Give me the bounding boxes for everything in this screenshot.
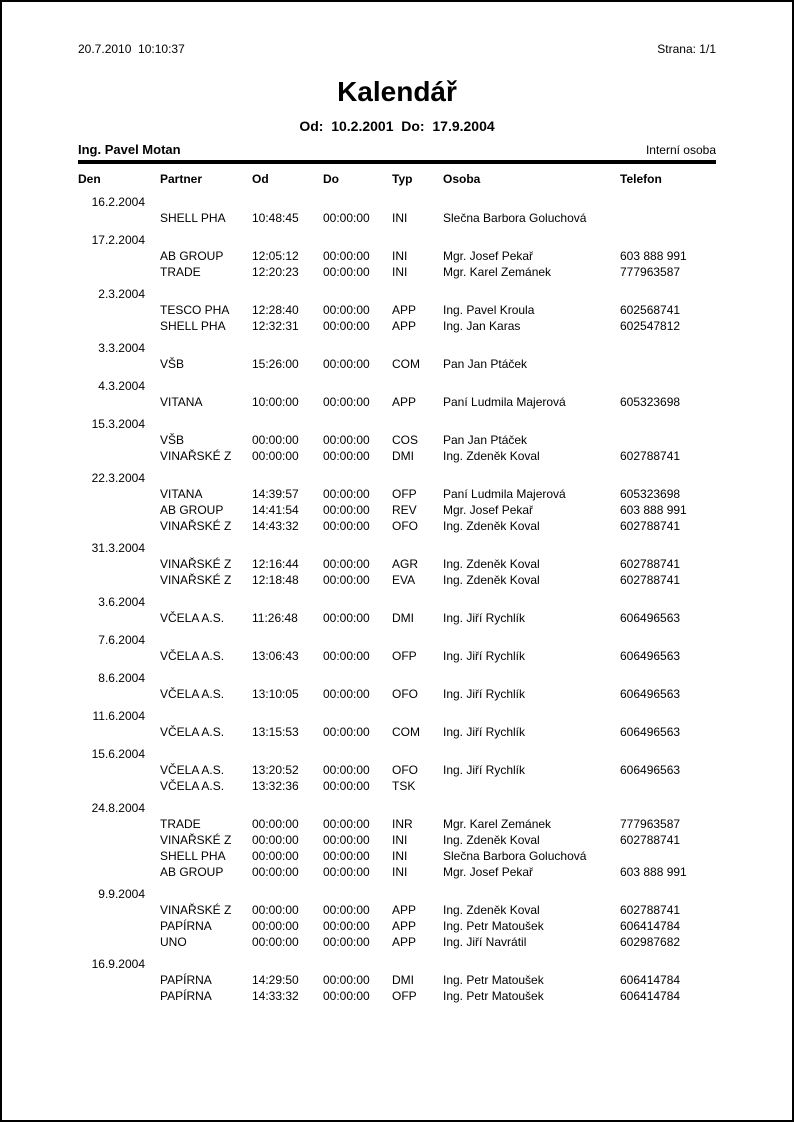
den-cell (78, 318, 160, 334)
den-cell (78, 264, 160, 280)
date-row (78, 232, 716, 248)
do-cell: 00:00:00 (323, 573, 370, 587)
date-cell: 2.3.2004 (98, 287, 145, 301)
osoba-cell: Paní Ludmila Majerová (443, 395, 566, 409)
print-timestamp: 20.7.2010 10:10:37 (78, 42, 185, 56)
date-row (78, 194, 716, 210)
typ-cell: EVA (392, 573, 416, 587)
den-cell (78, 972, 160, 988)
date-cell: 16.9.2004 (91, 957, 145, 971)
od-cell: 12:05:12 (252, 249, 299, 263)
partner-cell: PAPÍRNA (160, 989, 212, 1003)
partner-cell: TESCO PHA (160, 303, 230, 317)
do-cell: 00:00:00 (323, 487, 370, 501)
table-row (78, 972, 716, 988)
telefon-cell: 606414784 (620, 989, 681, 1003)
table-row (78, 988, 716, 1004)
den-cell (78, 394, 160, 410)
osoba-cell: Ing. Jan Karas (443, 319, 521, 333)
od-cell: 00:00:00 (252, 935, 299, 949)
table-row (78, 762, 716, 778)
table-row (78, 864, 716, 880)
partner-cell: VČELA A.S. (160, 779, 225, 793)
den-cell (78, 724, 160, 740)
date-group (78, 286, 716, 334)
do-cell: 00:00:00 (323, 725, 370, 739)
typ-cell: REV (392, 503, 417, 517)
date-group (78, 540, 716, 588)
od-cell: 14:41:54 (252, 503, 299, 517)
partner-cell: SHELL PHA (160, 319, 226, 333)
den-cell (78, 832, 160, 848)
typ-cell: INI (392, 211, 408, 225)
partner-cell: UNO (160, 935, 187, 949)
do-cell: 00:00:00 (323, 265, 370, 279)
telefon-cell: 606414784 (620, 973, 681, 987)
person-name: Ing. Pavel Motan (78, 142, 181, 157)
typ-cell: OFP (392, 989, 417, 1003)
od-cell: 10:00:00 (252, 395, 299, 409)
partner-cell: SHELL PHA (160, 211, 226, 225)
telefon-cell: 603 888 991 (620, 503, 687, 517)
den-cell (78, 778, 160, 794)
partner-cell: VINAŘSKÉ Z (160, 573, 232, 587)
typ-cell: INR (392, 817, 413, 831)
partner-cell: VITANA (160, 487, 203, 501)
osoba-cell: Ing. Jiří Rychlík (443, 763, 526, 777)
do-cell: 00:00:00 (323, 319, 370, 333)
do-cell: 00:00:00 (323, 919, 370, 933)
partner-cell: TRADE (160, 265, 201, 279)
date-cell: 22.3.2004 (91, 471, 145, 485)
den-cell (78, 848, 160, 864)
od-cell: 00:00:00 (252, 903, 299, 917)
typ-cell: APP (392, 395, 417, 409)
date-group (78, 416, 716, 464)
date-group (78, 800, 716, 880)
telefon-cell (620, 778, 716, 794)
den-cell (78, 210, 160, 226)
do-cell: 00:00:00 (323, 557, 370, 571)
osoba-cell: Ing. Jiří Rychlík (443, 611, 526, 625)
do-cell: 00:00:00 (323, 973, 370, 987)
person-type-label: Interní osoba (645, 143, 716, 157)
typ-cell: COM (392, 725, 420, 739)
table-row (78, 394, 716, 410)
partner-cell: VČELA A.S. (160, 763, 225, 777)
report-topbar (78, 2, 716, 57)
do-cell: 00:00:00 (323, 357, 370, 371)
table-row (78, 686, 716, 702)
od-cell: 12:32:31 (252, 319, 299, 333)
do-cell: 00:00:00 (323, 211, 370, 225)
od-cell: 11:26:48 (252, 611, 298, 625)
date-group (78, 470, 716, 534)
osoba-cell: Ing. Jiří Navrátil (443, 935, 527, 949)
den-cell (78, 610, 160, 626)
date-row (78, 708, 716, 724)
do-cell: 00:00:00 (323, 687, 370, 701)
table-row (78, 572, 716, 588)
od-cell: 15:26:00 (252, 357, 299, 371)
do-cell: 00:00:00 (323, 433, 370, 447)
osoba-cell: Ing. Zdeněk Koval (443, 833, 540, 847)
od-cell: 00:00:00 (252, 849, 299, 863)
telefon-cell: 603 888 991 (620, 249, 687, 263)
den-cell (78, 502, 160, 518)
date-group (78, 708, 716, 740)
od-cell: 14:33:32 (252, 989, 299, 1003)
date-row (78, 286, 716, 302)
den-cell (78, 864, 160, 880)
telefon-cell: 777963587 (620, 817, 681, 831)
date-range: Od: 10.2.2001 Do: 17.9.2004 (299, 118, 495, 134)
person-row (78, 142, 716, 158)
osoba-cell: Ing. Zdeněk Koval (443, 449, 540, 463)
do-cell: 00:00:00 (323, 449, 370, 463)
partner-cell: VŠB (160, 433, 185, 447)
partner-cell: VITANA (160, 395, 203, 409)
table-row (78, 486, 716, 502)
den-cell (78, 988, 160, 1004)
telefon-cell: 606414784 (620, 919, 681, 933)
table-row (78, 918, 716, 934)
partner-cell: AB GROUP (160, 249, 224, 263)
osoba-cell: Mgr. Karel Zemánek (443, 817, 552, 831)
od-cell: 00:00:00 (252, 433, 299, 447)
table-row (78, 248, 716, 264)
partner-cell: VINAŘSKÉ Z (160, 833, 232, 847)
den-cell (78, 918, 160, 934)
telefon-cell: 602568741 (620, 303, 681, 317)
telefon-cell: 602788741 (620, 833, 681, 847)
od-cell: 12:20:23 (252, 265, 299, 279)
osoba-cell: Ing. Zdeněk Koval (443, 519, 540, 533)
osoba-cell: Mgr. Josef Pekař (443, 503, 534, 517)
do-cell: 00:00:00 (323, 303, 370, 317)
table-row (78, 264, 716, 280)
table-row (78, 448, 716, 464)
typ-cell: OFO (392, 519, 418, 533)
telefon-cell: 602788741 (620, 573, 681, 587)
table-row (78, 848, 716, 864)
typ-cell: DMI (392, 973, 414, 987)
typ-cell: INI (392, 865, 408, 879)
date-cell: 16.2.2004 (91, 195, 145, 209)
typ-cell: OFO (392, 763, 418, 777)
den-cell (78, 816, 160, 832)
typ-cell: APP (392, 303, 417, 317)
den-cell (78, 572, 160, 588)
od-cell: 12:16:44 (252, 557, 299, 571)
partner-cell: VČELA A.S. (160, 725, 225, 739)
partner-cell: VINAŘSKÉ Z (160, 903, 232, 917)
table-row (78, 556, 716, 572)
partner-cell: PAPÍRNA (160, 919, 212, 933)
date-row (78, 378, 716, 394)
table-row (78, 902, 716, 918)
den-cell (78, 302, 160, 318)
date-row (78, 470, 716, 486)
partner-cell: AB GROUP (160, 503, 224, 517)
od-cell: 00:00:00 (252, 449, 299, 463)
typ-cell: DMI (392, 449, 414, 463)
column-header-typ: Typ (392, 172, 413, 186)
osoba-cell: Ing. Petr Matoušek (443, 973, 544, 987)
typ-cell: TSK (392, 779, 416, 793)
date-row (78, 886, 716, 902)
osoba-cell: Pan Jan Ptáček (443, 433, 528, 447)
osoba-cell: Mgr. Karel Zemánek (443, 265, 552, 279)
typ-cell: INI (392, 833, 408, 847)
od-cell: 13:32:36 (252, 779, 299, 793)
telefon-cell (620, 356, 716, 372)
do-cell: 00:00:00 (323, 611, 370, 625)
date-cell: 31.3.2004 (91, 541, 145, 555)
telefon-cell: 605323698 (620, 487, 681, 501)
od-cell: 00:00:00 (252, 833, 299, 847)
typ-cell: INI (392, 849, 408, 863)
date-cell: 9.9.2004 (98, 887, 145, 901)
od-cell: 10:48:45 (252, 211, 299, 225)
header-rule (78, 160, 716, 164)
partner-cell: VČELA A.S. (160, 649, 225, 663)
partner-cell: VINAŘSKÉ Z (160, 449, 232, 463)
partner-cell: VČELA A.S. (160, 611, 225, 625)
typ-cell: OFO (392, 687, 418, 701)
telefon-cell: 606496563 (620, 649, 681, 663)
od-cell: 00:00:00 (252, 817, 299, 831)
den-cell (78, 934, 160, 950)
telefon-cell (620, 432, 716, 448)
typ-cell: COS (392, 433, 419, 447)
do-cell: 00:00:00 (323, 763, 370, 777)
date-row (78, 416, 716, 432)
telefon-cell: 605323698 (620, 395, 681, 409)
table-row (78, 302, 716, 318)
do-cell: 00:00:00 (323, 833, 370, 847)
do-cell: 00:00:00 (323, 519, 370, 533)
den-cell (78, 648, 160, 664)
osoba-cell: Ing. Jiří Rychlík (443, 687, 526, 701)
do-cell: 00:00:00 (323, 903, 370, 917)
table-row (78, 934, 716, 950)
den-cell (78, 556, 160, 572)
do-cell: 00:00:00 (323, 989, 370, 1003)
osoba-cell: Ing. Petr Matoušek (443, 919, 544, 933)
osoba-cell: Ing. Jiří Rychlík (443, 725, 526, 739)
table-row (78, 778, 716, 794)
telefon-cell (620, 848, 716, 864)
typ-cell: APP (392, 319, 417, 333)
date-group (78, 746, 716, 794)
partner-cell: SHELL PHA (160, 849, 226, 863)
typ-cell: AGR (392, 557, 419, 571)
do-cell: 00:00:00 (323, 865, 370, 879)
partner-cell: PAPÍRNA (160, 973, 212, 987)
den-cell (78, 248, 160, 264)
table-body (78, 194, 716, 1004)
date-group (78, 956, 716, 1004)
column-header-partner: Partner (160, 172, 203, 186)
date-cell: 17.2.2004 (91, 233, 145, 247)
date-group (78, 378, 716, 410)
do-cell: 00:00:00 (323, 249, 370, 263)
osoba-cell: Pan Jan Ptáček (443, 357, 528, 371)
date-row (78, 746, 716, 762)
od-cell: 13:06:43 (252, 649, 299, 663)
osoba-cell: Ing. Petr Matoušek (443, 989, 544, 1003)
osoba-cell: Ing. Zdeněk Koval (443, 903, 540, 917)
osoba-cell: Ing. Zdeněk Koval (443, 573, 540, 587)
partner-cell: AB GROUP (160, 865, 224, 879)
telefon-cell: 602547812 (620, 319, 681, 333)
page-number: Strana: 1/1 (657, 42, 716, 56)
partner-cell: VČELA A.S. (160, 687, 225, 701)
osoba-cell: Slečna Barbora Goluchová (443, 211, 587, 225)
date-row (78, 632, 716, 648)
table-row (78, 648, 716, 664)
telefon-cell (620, 210, 716, 226)
table-row (78, 816, 716, 832)
date-row (78, 800, 716, 816)
do-cell: 00:00:00 (323, 849, 370, 863)
telefon-cell: 606496563 (620, 763, 681, 777)
table-row (78, 502, 716, 518)
telefon-cell: 603 888 991 (620, 865, 687, 879)
do-cell: 00:00:00 (323, 503, 370, 517)
od-cell: 14:29:50 (252, 973, 299, 987)
do-cell: 00:00:00 (323, 395, 370, 409)
od-cell: 12:18:48 (252, 573, 299, 587)
osoba-cell: Mgr. Josef Pekař (443, 249, 534, 263)
telefon-cell: 606496563 (620, 687, 681, 701)
od-cell: 14:39:57 (252, 487, 299, 501)
telefon-cell: 602788741 (620, 903, 681, 917)
date-group (78, 670, 716, 702)
telefon-cell: 606496563 (620, 725, 681, 739)
table-header-row (78, 170, 716, 188)
date-cell: 4.3.2004 (98, 379, 145, 393)
date-cell: 7.6.2004 (98, 633, 145, 647)
osoba-cell: Ing. Zdeněk Koval (443, 557, 540, 571)
table-row (78, 610, 716, 626)
osoba-cell: Slečna Barbora Goluchová (443, 849, 587, 863)
telefon-cell: 606496563 (620, 611, 681, 625)
date-group (78, 340, 716, 372)
column-header-do: Do (323, 172, 339, 186)
typ-cell: COM (392, 357, 420, 371)
do-cell: 00:00:00 (323, 649, 370, 663)
od-cell: 13:15:53 (252, 725, 299, 739)
date-row (78, 956, 716, 972)
table-row (78, 210, 716, 226)
telefon-cell: 602788741 (620, 449, 681, 463)
den-cell (78, 518, 160, 534)
typ-cell: APP (392, 935, 417, 949)
den-cell (78, 686, 160, 702)
date-cell: 8.6.2004 (98, 671, 145, 685)
typ-cell: INI (392, 249, 408, 263)
date-cell: 15.3.2004 (91, 417, 145, 431)
date-row (78, 340, 716, 356)
do-cell: 00:00:00 (323, 935, 370, 949)
date-group (78, 632, 716, 664)
osoba-cell: Ing. Pavel Kroula (443, 303, 535, 317)
do-cell: 00:00:00 (323, 817, 370, 831)
date-cell: 3.3.2004 (98, 341, 145, 355)
od-cell: 14:43:32 (252, 519, 299, 533)
den-cell (78, 448, 160, 464)
den-cell (78, 902, 160, 918)
date-cell: 11.6.2004 (92, 709, 145, 723)
date-row (78, 594, 716, 610)
typ-cell: OFP (392, 649, 417, 663)
typ-cell: DMI (392, 611, 414, 625)
telefon-cell: 602987682 (620, 935, 681, 949)
date-cell: 15.6.2004 (91, 747, 145, 761)
osoba-cell: Paní Ludmila Majerová (443, 487, 566, 501)
table-row (78, 832, 716, 848)
telefon-cell: 777963587 (620, 265, 681, 279)
column-header-den: Den (78, 172, 101, 186)
report-title: Kalendář (337, 76, 457, 107)
date-group (78, 232, 716, 280)
telefon-cell: 602788741 (620, 557, 681, 571)
typ-cell: APP (392, 903, 417, 917)
partner-cell: VINAŘSKÉ Z (160, 519, 232, 533)
od-cell: 13:20:52 (252, 763, 299, 777)
date-cell: 24.8.2004 (91, 801, 145, 815)
date-cell: 3.6.2004 (98, 595, 145, 609)
date-row (78, 540, 716, 556)
typ-cell: APP (392, 919, 417, 933)
do-cell: 00:00:00 (323, 779, 370, 793)
den-cell (78, 356, 160, 372)
typ-cell: INI (392, 265, 408, 279)
typ-cell: OFP (392, 487, 417, 501)
table-row (78, 518, 716, 534)
date-row (78, 670, 716, 686)
partner-cell: TRADE (160, 817, 201, 831)
partner-cell: VINAŘSKÉ Z (160, 557, 232, 571)
od-cell: 00:00:00 (252, 865, 299, 879)
date-group (78, 594, 716, 626)
osoba-cell: Ing. Jiří Rychlík (443, 649, 526, 663)
table-row (78, 432, 716, 448)
den-cell (78, 762, 160, 778)
od-cell: 00:00:00 (252, 919, 299, 933)
table-row (78, 318, 716, 334)
date-group (78, 886, 716, 950)
table-row (78, 356, 716, 372)
column-header-od: Od (252, 172, 269, 186)
column-header-osoba: Osoba (443, 172, 481, 186)
column-header-telefon: Telefon (620, 172, 662, 186)
od-cell: 13:10:05 (252, 687, 299, 701)
date-group (78, 194, 716, 226)
od-cell: 12:28:40 (252, 303, 299, 317)
table-row (78, 724, 716, 740)
osoba-cell (443, 778, 620, 794)
partner-cell: VŠB (160, 357, 185, 371)
osoba-cell: Mgr. Josef Pekař (443, 865, 534, 879)
den-cell (78, 486, 160, 502)
den-cell (78, 432, 160, 448)
telefon-cell: 602788741 (620, 519, 681, 533)
